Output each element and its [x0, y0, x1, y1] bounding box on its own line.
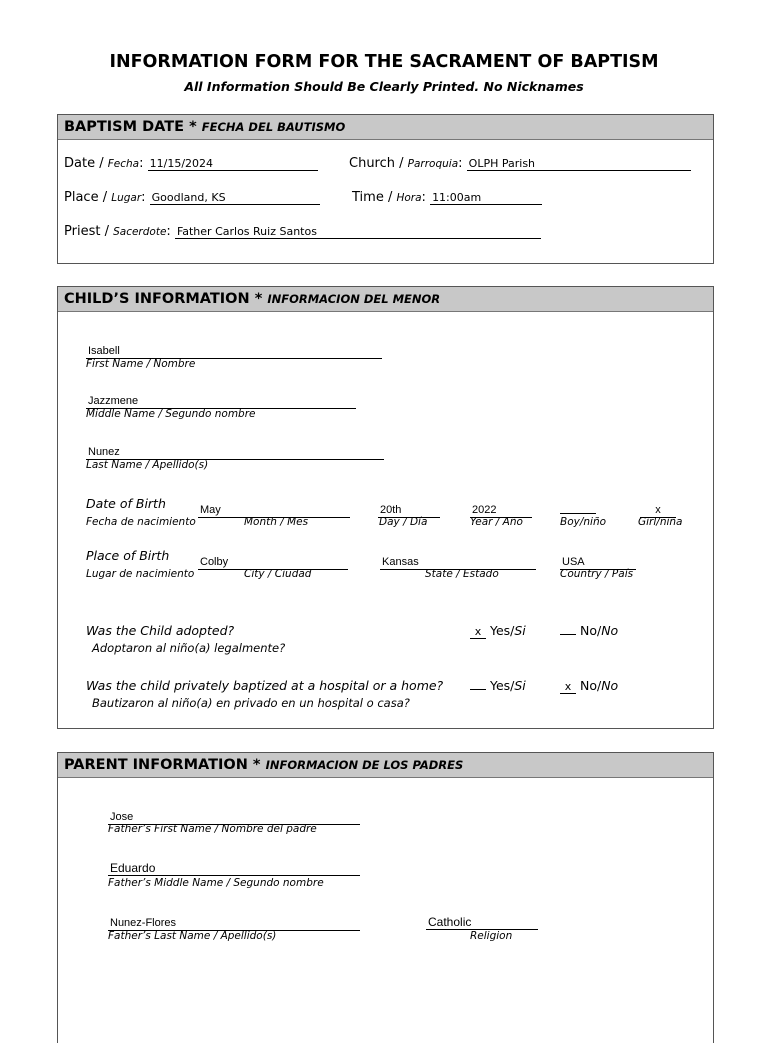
- church-row: Church / Parroquia: OLPH Parish: [349, 156, 691, 171]
- father-first-name-caption: Father’s First Name / Nombre del padre: [108, 823, 317, 835]
- date-label-es: Fecha: [107, 158, 140, 170]
- place-label-es: Lugar: [111, 192, 142, 204]
- time-label: Time /: [352, 190, 393, 205]
- time-label-es: Hora: [396, 192, 422, 204]
- child-middle-name-caption: Middle Name / Segundo nombre: [86, 408, 256, 420]
- church-field[interactable]: OLPH Parish: [467, 157, 691, 171]
- father-first-name-field[interactable]: Jose: [108, 811, 360, 825]
- child-information-section: [57, 286, 714, 729]
- priest-label-es: Sacerdote: [113, 226, 167, 238]
- adopted-yes-option[interactable]: [470, 623, 526, 639]
- pob-state-field[interactable]: Kansas: [380, 556, 536, 570]
- form-title: INFORMATION FORM FOR THE SACRAMENT OF BAPTISM: [109, 52, 659, 72]
- baptism-header-label: BAPTISM DATE *: [64, 119, 197, 135]
- adopted-no-label: No/: [579, 623, 602, 638]
- adopted-yes-mark[interactable]: x: [470, 626, 486, 639]
- church-label: Church /: [349, 156, 404, 171]
- priest-row: Priest / Sacerdote: Father Carlos Ruiz Santos: [64, 224, 541, 239]
- parent-information-section: [57, 752, 714, 1043]
- parent-header-label-es: INFORMACION DE LOS PADRES: [265, 758, 464, 772]
- form-subtitle: All Information Should Be Clearly Printed. No Nicknames: [184, 79, 584, 94]
- private-baptism-question-es: Bautizaron al niño(a) en privado en un hospital o casa?: [92, 696, 410, 710]
- child-first-name-caption: First Name / Nombre: [86, 358, 196, 370]
- dob-label-es: Fecha de nacimiento: [86, 516, 196, 528]
- time-field[interactable]: 11:00am: [430, 191, 542, 205]
- girl-checkbox[interactable]: x: [640, 504, 676, 518]
- dob-day-caption: Day / Día: [379, 516, 428, 528]
- dob-month-field[interactable]: May: [198, 504, 350, 518]
- adopted-no-mark[interactable]: [560, 634, 576, 635]
- baptism-header-label-es: FECHA DEL BAUTISMO: [201, 120, 346, 134]
- private-baptism-question: Was the child privately baptized at a hospital or a home?: [86, 678, 444, 693]
- dob-day-field[interactable]: 20th: [378, 504, 440, 518]
- parent-section-header: [58, 753, 713, 778]
- father-last-name-caption: Father’s Last Name / Apellido(s): [108, 930, 277, 942]
- adopted-yes-label-es: Si: [514, 623, 526, 638]
- child-middle-name-field[interactable]: Jazzmene: [86, 395, 356, 409]
- parent-header-label: PARENT INFORMATION *: [64, 757, 261, 773]
- adopted-yes-label: Yes/: [489, 623, 515, 638]
- place-row: Place / Lugar: Goodland, KS: [64, 190, 320, 205]
- child-header-label-es: INFORMACION DEL MENOR: [267, 292, 441, 306]
- place-label: Place /: [64, 190, 108, 205]
- adopted-no-label-es: No: [601, 623, 619, 638]
- priest-label: Priest /: [64, 224, 109, 239]
- priest-field[interactable]: Father Carlos Ruiz Santos: [175, 225, 541, 239]
- pob-city-caption: City / Ciudad: [244, 568, 312, 580]
- private-no-mark[interactable]: x: [560, 681, 576, 694]
- dob-label: Date of Birth: [86, 496, 166, 511]
- child-header-label: CHILD’S INFORMATION *: [64, 291, 263, 307]
- date-label: Date /: [64, 156, 104, 171]
- baptism-date-row: Date / Fecha: 11/15/2024: [64, 156, 318, 171]
- boy-checkbox[interactable]: [560, 500, 596, 514]
- father-middle-name-field[interactable]: Eduardo: [108, 862, 360, 876]
- father-middle-name-caption: Father’s Middle Name / Segundo nombre: [108, 877, 324, 889]
- private-yes-label-es: Si: [514, 678, 526, 693]
- adopted-question: Was the Child adopted?: [86, 623, 235, 638]
- time-row: Time / Hora: 11:00am: [352, 190, 542, 205]
- baptism-date-section: [57, 114, 714, 264]
- pob-label: Place of Birth: [86, 548, 170, 563]
- child-last-name-field[interactable]: Nunez: [86, 446, 384, 460]
- place-field[interactable]: Goodland, KS: [150, 191, 320, 205]
- private-no-label-es: No: [601, 678, 619, 693]
- private-no-label: No/: [579, 678, 602, 693]
- private-yes-label: Yes/: [489, 678, 515, 693]
- father-last-name-field[interactable]: Nunez-Flores: [108, 917, 360, 931]
- dob-month-caption: Month / Mes: [244, 516, 309, 528]
- baptism-date-field[interactable]: 11/15/2024: [148, 157, 318, 171]
- church-label-es: Parroquia: [407, 158, 459, 170]
- adopted-no-option[interactable]: [560, 623, 618, 638]
- pob-country-field[interactable]: USA: [560, 556, 636, 570]
- dob-year-field[interactable]: 2022: [470, 504, 532, 518]
- child-first-name-field[interactable]: Isabell: [86, 345, 382, 359]
- baptism-section-header: [58, 115, 713, 140]
- pob-country-caption: Country / País: [560, 568, 634, 580]
- dob-year-caption: Year / Año: [470, 516, 523, 528]
- private-yes-option[interactable]: [470, 678, 526, 693]
- private-yes-mark[interactable]: [470, 689, 486, 690]
- boy-caption: Boy/niño: [560, 516, 607, 528]
- child-last-name-caption: Last Name / Apellido(s): [86, 459, 209, 471]
- adopted-question-es: Adoptaron al niño(a) legalmente?: [92, 641, 286, 655]
- religion-caption: Religion: [470, 930, 513, 942]
- girl-caption: Girl/niña: [638, 516, 683, 528]
- religion-field[interactable]: Catholic: [426, 916, 538, 930]
- private-no-option[interactable]: [560, 678, 618, 694]
- pob-state-caption: State / Estado: [425, 568, 499, 580]
- pob-city-field[interactable]: Colby: [198, 556, 348, 570]
- pob-label-es: Lugar de nacimiento: [86, 568, 195, 580]
- child-section-header: [58, 287, 713, 312]
